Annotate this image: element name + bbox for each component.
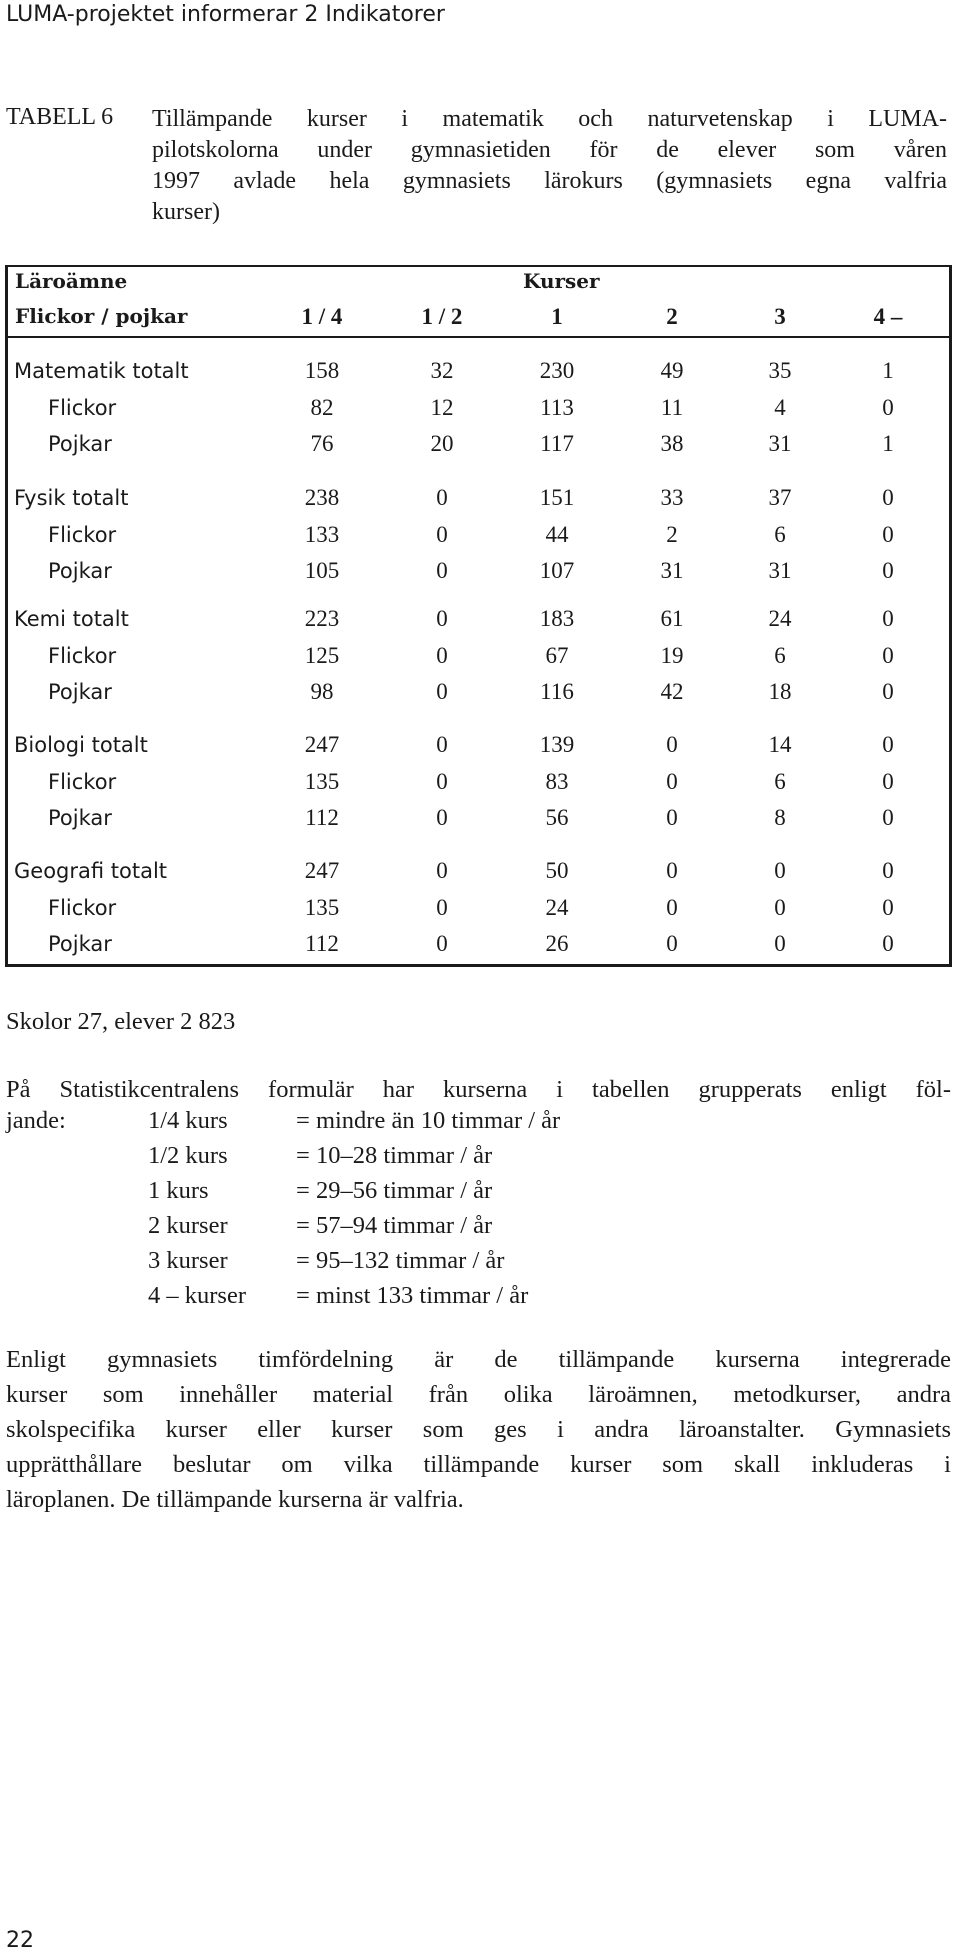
grouping-intro-prefix: jande: — [6, 1107, 66, 1134]
table-cell: 32 — [430, 358, 454, 383]
table-cell: 133 — [304, 521, 340, 547]
table-cell: 107 — [539, 558, 575, 583]
table-cell: 56 — [545, 805, 569, 830]
table-cell: 98 — [310, 679, 334, 704]
table-cell: 31 — [768, 431, 792, 456]
table-cell: 135 — [304, 894, 340, 920]
table-cell: 1 — [882, 431, 894, 456]
table-cell: 0 — [882, 858, 894, 883]
header-courses-label: Kurser — [523, 269, 600, 293]
table-cell: 2 — [666, 521, 678, 547]
table-cell: 6 — [774, 642, 786, 668]
table-cell: 0 — [774, 931, 786, 956]
row-label-total: Geografi totalt — [14, 859, 168, 883]
table-cell: 44 — [545, 521, 569, 547]
course-definition: = 29–56 timmar / år — [296, 1177, 493, 1204]
course-definition: = 95–132 timmar / år — [296, 1247, 505, 1274]
table-cell: 12 — [430, 394, 454, 420]
table-cell: 76 — [310, 431, 334, 456]
table-cell: 0 — [436, 558, 448, 583]
table-cell: 26 — [545, 931, 569, 956]
table-cell: 0 — [436, 768, 448, 794]
table-cell: 24 — [768, 606, 792, 631]
table-cell: 8 — [774, 805, 786, 830]
table-cell: 0 — [666, 732, 678, 757]
table-cell: 31 — [768, 558, 792, 583]
grouping-intro: På Statistikcentralens formulär har kurserna i tabellen grupperats enligt föl- — [6, 1076, 951, 1103]
running-header: LUMA-projektet informerar 2 Indikatorer — [6, 2, 445, 27]
table-cell: 113 — [540, 394, 574, 420]
caption-line: kurser) — [152, 199, 220, 225]
course-level: 1/4 kurs — [148, 1107, 228, 1134]
page-number: 22 — [6, 1928, 34, 1953]
data-table — [5, 265, 952, 967]
paragraph-line: kurser som innehåller material från olika läroämnen, metodkurser, andra — [6, 1381, 951, 1408]
table-cell: 0 — [666, 931, 678, 956]
table-cell: 158 — [304, 358, 340, 383]
row-label-total: Fysik totalt — [14, 486, 129, 510]
table-cell: 1 — [882, 358, 894, 383]
row-label-sub: Pojkar — [48, 559, 112, 583]
table-cell: 6 — [774, 768, 786, 794]
table-caption-label: TABELL 6 — [6, 104, 114, 130]
table-cell: 238 — [304, 485, 340, 510]
table-cell: 19 — [660, 642, 684, 668]
table-cell: 0 — [882, 931, 894, 956]
header-divider — [8, 336, 949, 338]
table-cell: 151 — [539, 485, 575, 510]
course-level: 2 kurser — [148, 1212, 228, 1239]
row-label-total: Matematik totalt — [14, 359, 189, 383]
table-cell: 67 — [545, 642, 569, 668]
column-header: 2 — [666, 304, 678, 329]
table-cell: 117 — [540, 431, 574, 456]
course-definition: = mindre än 10 timmar / år — [296, 1107, 561, 1134]
course-level: 4 – kurser — [148, 1282, 246, 1309]
table-cell: 0 — [882, 558, 894, 583]
table-cell: 0 — [436, 805, 448, 830]
table-caption — [152, 104, 947, 228]
course-level: 1 kurs — [148, 1177, 209, 1204]
schools-line: Skolor 27, elever 2 823 — [6, 1008, 236, 1035]
course-level: 3 kurser — [148, 1247, 228, 1274]
table-cell: 116 — [540, 679, 574, 704]
table-cell: 135 — [304, 768, 340, 794]
table-cell: 247 — [304, 732, 340, 757]
table-cell: 31 — [660, 558, 684, 583]
table-cell: 33 — [660, 485, 684, 510]
row-label-sub: Flickor — [48, 769, 117, 794]
table-cell: 0 — [882, 732, 894, 757]
course-definition: = 57–94 timmar / år — [296, 1212, 493, 1239]
table-cell: 0 — [882, 485, 894, 510]
table-cell: 83 — [545, 768, 569, 794]
course-definition: = 10–28 timmar / år — [296, 1142, 493, 1169]
table-cell: 0 — [436, 732, 448, 757]
table-cell: 0 — [774, 894, 786, 920]
table-cell: 125 — [304, 642, 340, 668]
table-cell: 0 — [666, 858, 678, 883]
column-header: 1 / 2 — [421, 304, 463, 329]
table-cell: 14 — [768, 732, 792, 757]
table-cell: 0 — [882, 679, 894, 704]
table-cell: 0 — [882, 521, 894, 547]
column-header: 3 — [774, 304, 786, 329]
table-cell: 112 — [305, 805, 339, 830]
table-cell: 112 — [305, 931, 339, 956]
table-cell: 139 — [539, 732, 575, 757]
header-gender-label: Flickor / pojkar — [15, 304, 188, 328]
row-label-sub: Pojkar — [48, 932, 112, 956]
table-cell: 223 — [304, 606, 340, 631]
column-header: 4 – — [873, 304, 903, 329]
table-cell: 82 — [310, 394, 334, 420]
table-cell: 42 — [660, 679, 684, 704]
table-cell: 6 — [774, 521, 786, 547]
table-cell: 0 — [882, 394, 894, 420]
table-cell: 38 — [660, 431, 684, 456]
table-cell: 11 — [660, 394, 684, 420]
table-cell: 183 — [539, 606, 575, 631]
closing-paragraph — [6, 1342, 951, 1517]
table-cell: 230 — [539, 358, 575, 383]
column-header: 1 / 4 — [301, 304, 343, 329]
table-cell: 0 — [436, 894, 448, 920]
paragraph-line: skolspecifika kurser eller kurser som ges i andra läroanstalter. Gymnasiets — [6, 1416, 951, 1443]
row-label-sub: Pojkar — [48, 432, 112, 456]
row-label-sub: Flickor — [48, 395, 117, 420]
table-cell: 0 — [882, 894, 894, 920]
table-cell: 0 — [774, 858, 786, 883]
paragraph-line: Enligt gymnasiets timfördelning är de tillämpande kurserna integrerade — [6, 1346, 951, 1373]
row-label-sub: Flickor — [48, 522, 117, 547]
table-cell: 247 — [304, 858, 340, 883]
column-header: 1 — [551, 304, 563, 329]
caption-line: 1997 avlade hela gymnasiets lärokurs (gymnasiets egna valfria — [152, 168, 947, 194]
table-cell: 61 — [660, 606, 684, 631]
table-cell: 0 — [666, 805, 678, 830]
table-cell: 0 — [436, 679, 448, 704]
row-label-sub: Pojkar — [48, 806, 112, 830]
table-cell: 4 — [774, 394, 786, 420]
table-cell: 50 — [545, 858, 569, 883]
table-cell: 0 — [436, 642, 448, 668]
caption-line: pilotskolorna under gymnasietiden för de elever som våren — [152, 137, 947, 163]
table-cell: 0 — [882, 642, 894, 668]
table-cell: 0 — [666, 894, 678, 920]
row-label-total: Kemi totalt — [14, 607, 129, 631]
table-cell: 20 — [430, 431, 454, 456]
course-definition: = minst 133 timmar / år — [296, 1282, 529, 1309]
table-cell: 0 — [436, 931, 448, 956]
row-label-sub: Flickor — [48, 643, 117, 668]
table-cell: 49 — [660, 358, 684, 383]
course-level: 1/2 kurs — [148, 1142, 228, 1169]
table-cell: 37 — [768, 485, 792, 510]
row-label-total: Biologi totalt — [14, 733, 148, 757]
table-cell: 0 — [882, 805, 894, 830]
table-cell: 0 — [882, 768, 894, 794]
table-cell: 0 — [666, 768, 678, 794]
table-cell: 0 — [436, 521, 448, 547]
paragraph-line: läroplanen. De tillämpande kurserna är valfria. — [6, 1486, 464, 1513]
table-cell: 24 — [545, 894, 569, 920]
row-label-sub: Pojkar — [48, 680, 112, 704]
row-label-sub: Flickor — [48, 895, 117, 920]
paragraph-line: upprätthållare beslutar om vilka tillämpande kurser som skall inkluderas i — [6, 1451, 951, 1478]
table-cell: 0 — [436, 606, 448, 631]
table-cell: 0 — [882, 606, 894, 631]
table-cell: 0 — [436, 485, 448, 510]
table-cell: 105 — [304, 558, 340, 583]
header-subject-label: Läroämne — [15, 269, 128, 293]
table-cell: 0 — [436, 858, 448, 883]
table-cell: 18 — [768, 679, 792, 704]
table-cell: 35 — [768, 358, 792, 383]
caption-line: Tillämpande kurser i matematik och naturvetenskap i LUMA- — [152, 106, 947, 132]
